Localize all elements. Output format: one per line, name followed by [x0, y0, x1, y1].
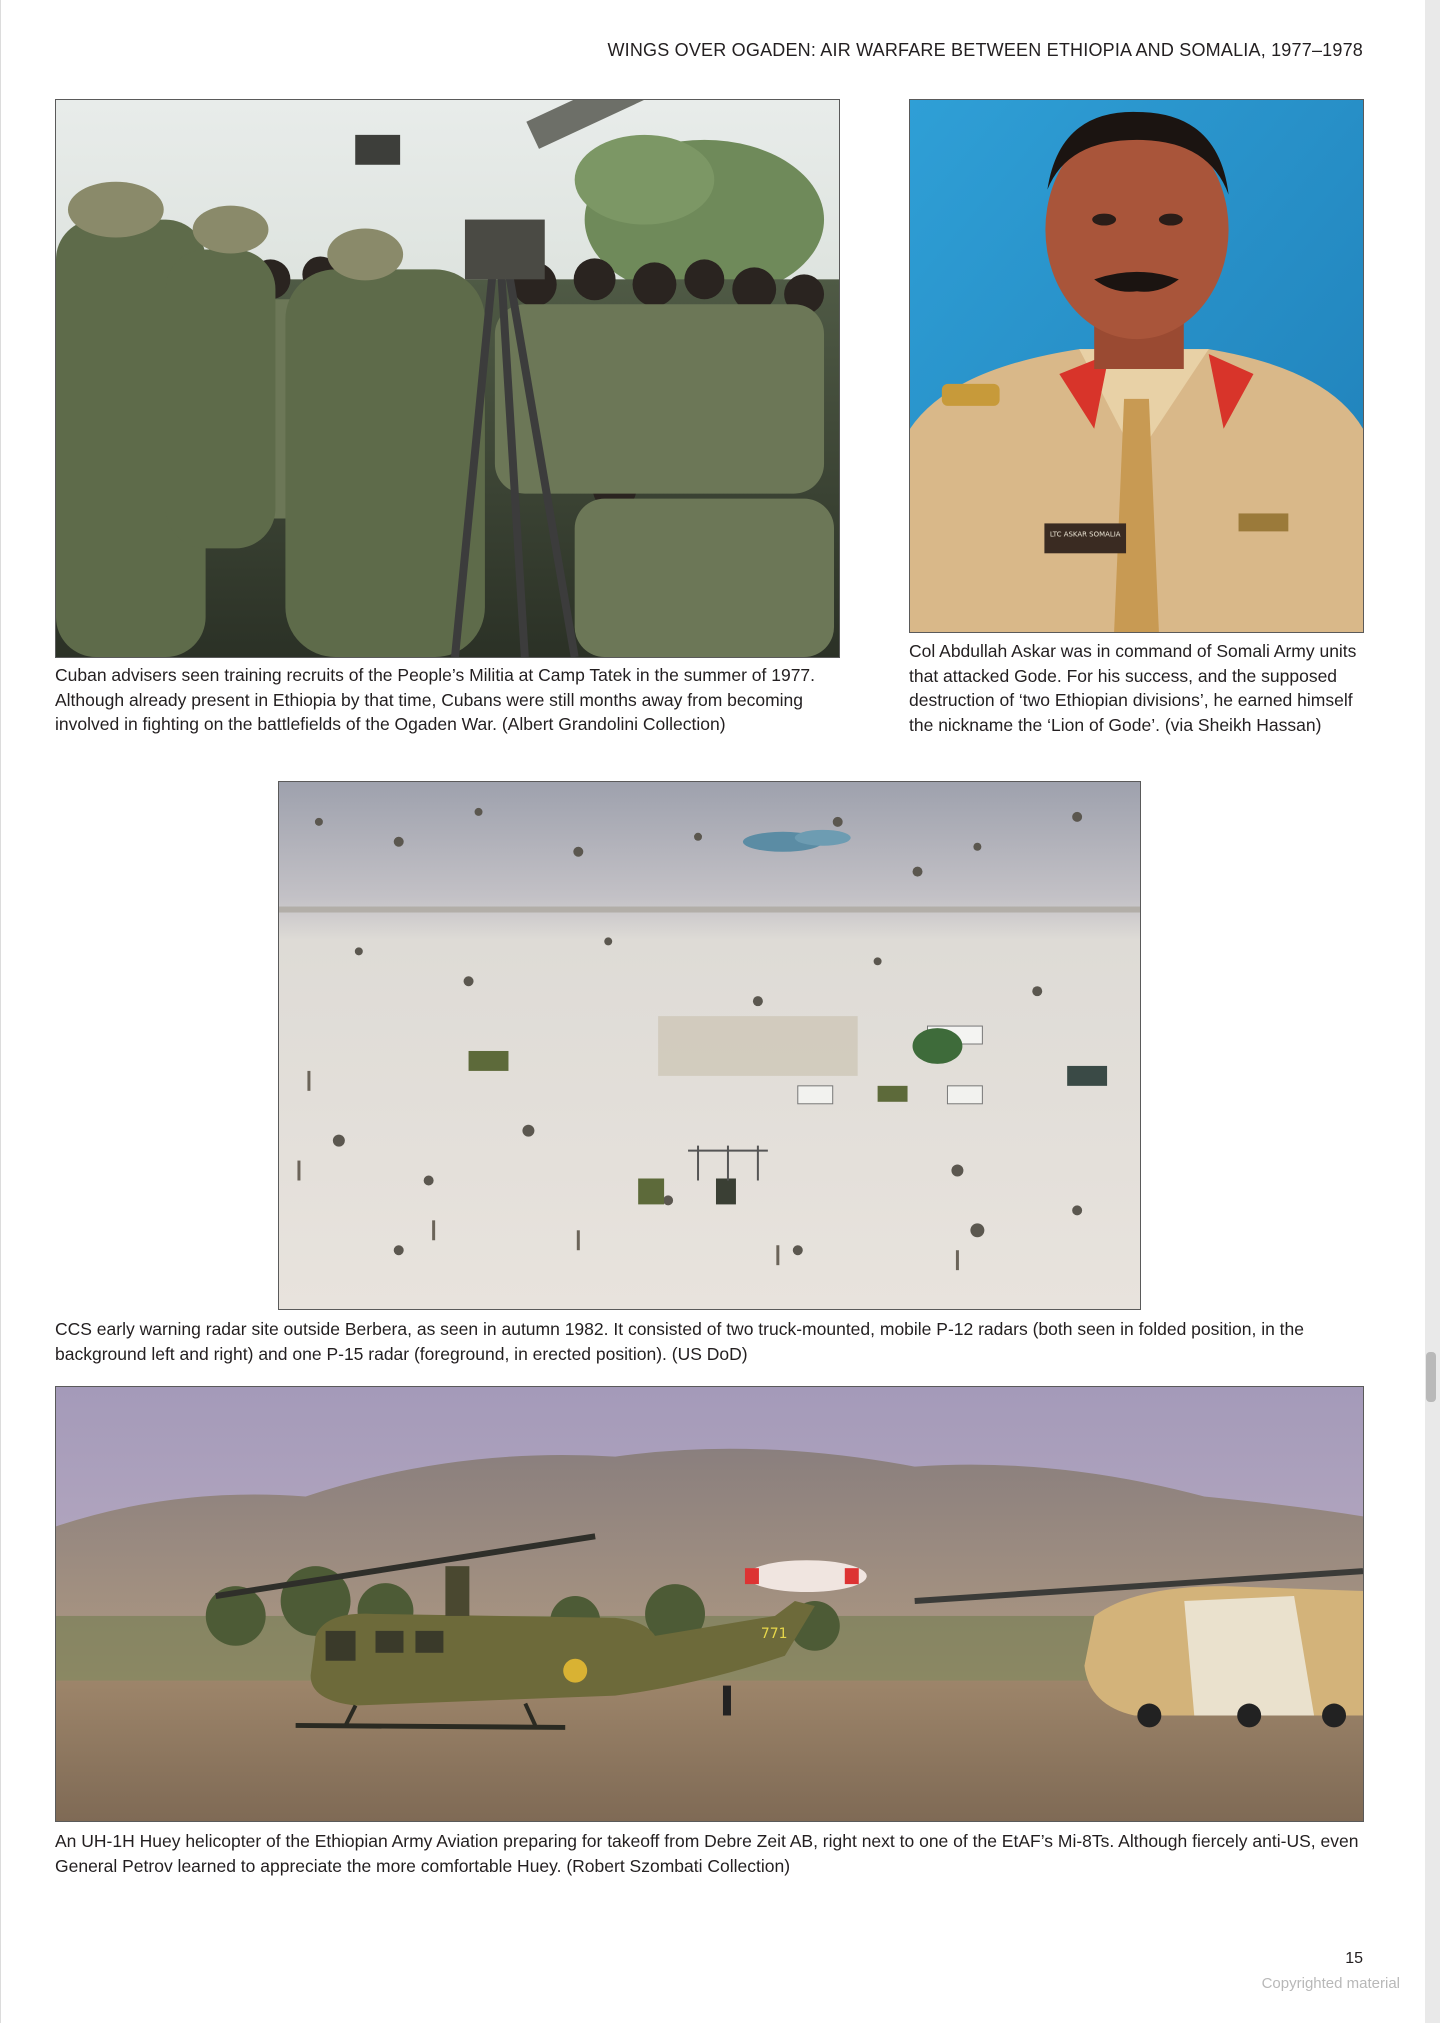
- running-head: WINGS OVER OGADEN: AIR WARFARE BETWEEN ETHIOPIA AND SOMALIA, 1977–1978: [607, 40, 1363, 60]
- scrollbar-thumb[interactable]: [1426, 1352, 1436, 1402]
- tail-number: 771: [760, 1625, 788, 1642]
- photo-abdullah-askar: [909, 99, 1364, 633]
- caption-huey: An UH-1H Huey helicopter of the Ethiopian Army Aviation preparing for takeoff from Debre Zeit AB, right next to one of the EtAF’s Mi-8Ts. Although fiercely anti-US, even General Petrov learned to appreciate the more comfortable Huey. (Robert Szombati Collection): [55, 1831, 1359, 1876]
- name-tag-text: LTC ASKAR SOMALIA: [1049, 530, 1121, 539]
- photo-huey: [55, 1386, 1364, 1822]
- photo-cuban-advisers: [55, 99, 840, 658]
- photo-radar-site: [278, 781, 1141, 1310]
- caption-radar-site: CCS early warning radar site outside Berbera, as seen in autumn 1982. It consisted of two truck-mounted, mobile P-12 radars (both seen in folded position, in the background left and right) and one P-15 radar (foreground, in erected position). (US DoD): [55, 1319, 1305, 1364]
- caption-cuban-advisers: Cuban advisers seen training recruits of the People’s Militia at Camp Tatek in the summer of 1977. Although already present in Ethiopia by that time, Cubans were still months away from becoming involved in fighting on the battlefields of the Ogaden War. (Albert Grandolini Collection): [55, 665, 816, 734]
- copyright-watermark: Copyrighted material: [1261, 1975, 1400, 1992]
- page-number: 15: [1345, 1950, 1363, 1967]
- caption-abdullah-askar: Col Abdullah Askar was in command of Somali Army units that attacked Gode. For his success, and the supposed destruction of ‘two Ethiopian divisions’, he earned himself the nickname the ‘Lion of Gode’. (via Sheikh Hassan): [909, 641, 1357, 735]
